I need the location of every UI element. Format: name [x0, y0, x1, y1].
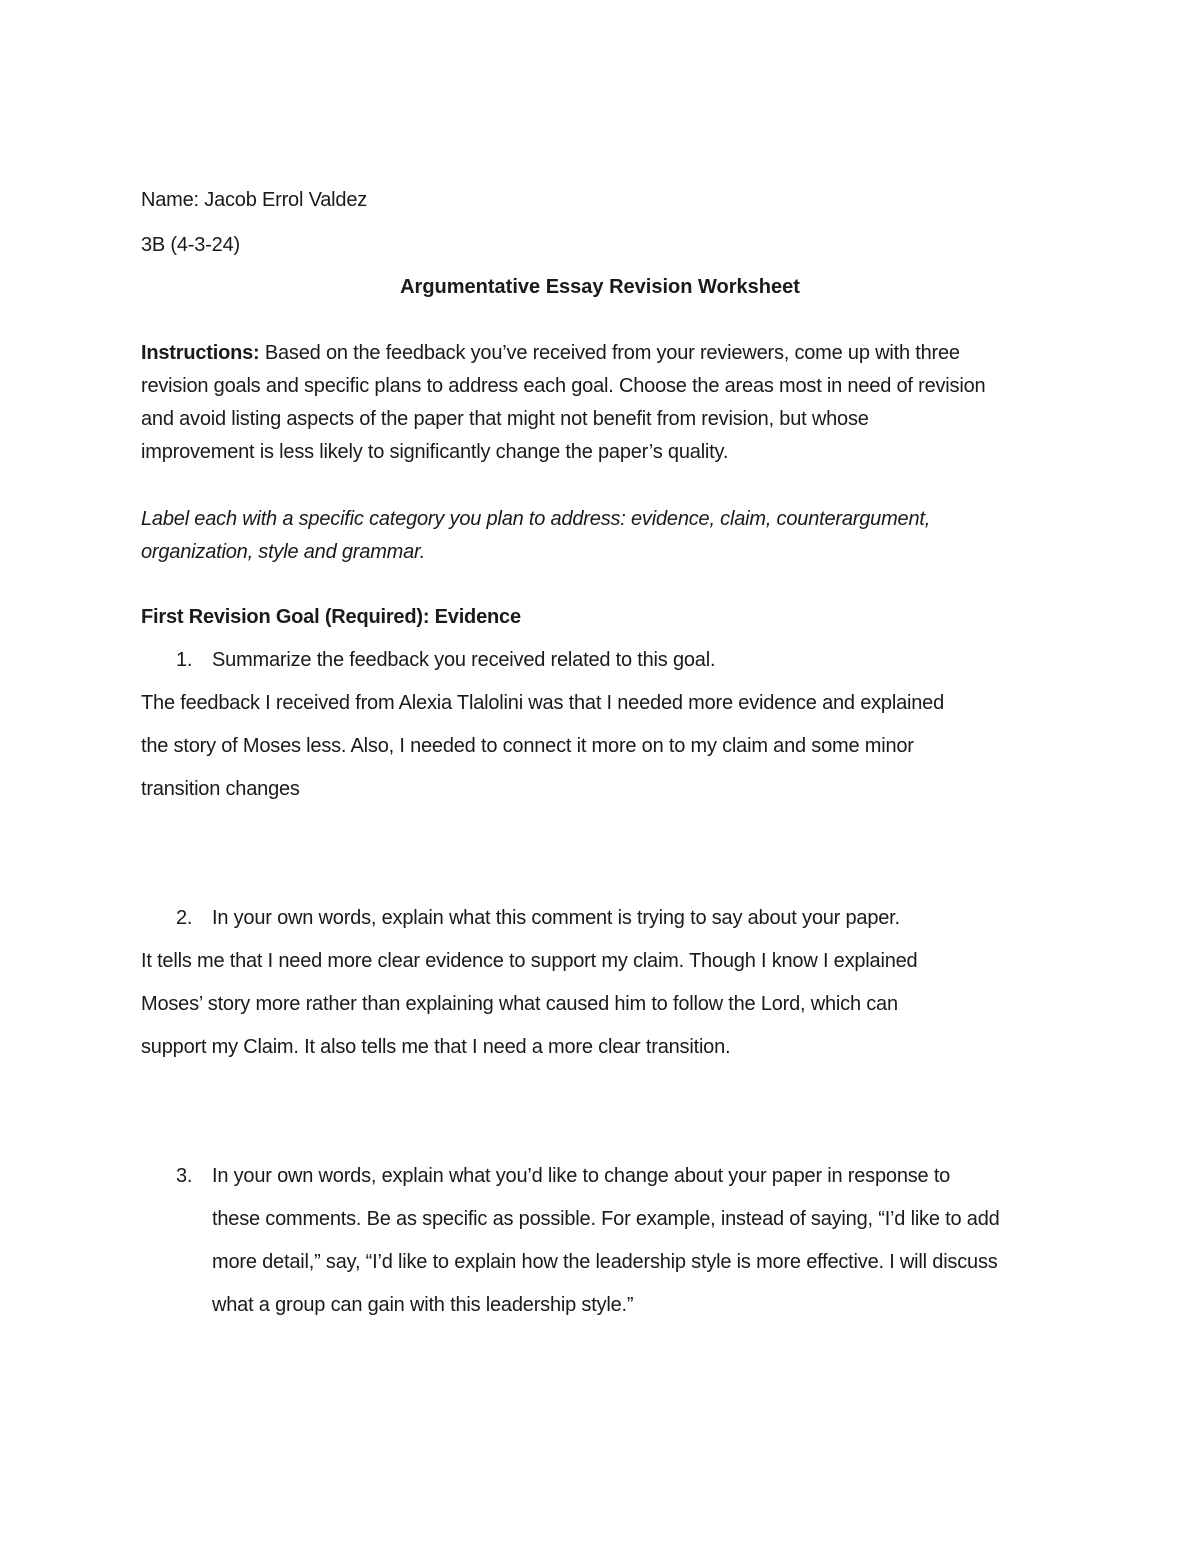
page-title: Argumentative Essay Revision Worksheet	[400, 276, 800, 298]
goal-heading: First Revision Goal (Required): Evidence	[141, 606, 521, 628]
question-number: 1.	[176, 649, 193, 671]
answer-1-line-1: The feedback I received from Alexia Tlalolini was that I needed more evidence and explained	[141, 692, 945, 714]
question-2	[176, 906, 900, 930]
question-3-line-2: these comments. Be as specific as possible. For example, instead of saying, “I’d like to add	[212, 1208, 1000, 1230]
answer-1-line-2: the story of Moses less. Also, I needed to connect it more on to my claim and some minor	[141, 735, 914, 757]
question-3-line-3: more detail,” say, “I’d like to explain how the leadership style is more effective. I will discuss	[212, 1251, 998, 1273]
answer-2-line-2: Moses’ story more rather than explaining what caused him to follow the Lord, which can	[141, 993, 898, 1015]
label-note-line-2: organization, style and grammar.	[141, 541, 426, 563]
question-3-line-4: what a group can gain with this leadership style.”	[212, 1294, 634, 1316]
answer-1-line-3: transition changes	[141, 778, 300, 800]
question-text: In your own words, explain what you’d like to change about your paper in response to	[212, 1165, 951, 1187]
question-text: In your own words, explain what this comment is trying to say about your paper.	[212, 907, 900, 929]
student-name: Name: Jacob Errol Valdez	[141, 189, 368, 211]
label-note-line-1: Label each with a specific category you plan to address: evidence, claim, counterargument,	[141, 508, 931, 530]
question-text: Summarize the feedback you received related to this goal.	[212, 649, 716, 671]
instructions-text-1: Based on the feedback you’ve received from your reviewers, come up with three	[259, 342, 960, 364]
question-number: 2.	[176, 907, 193, 929]
instructions-label: Instructions:	[141, 342, 260, 364]
question-number: 3.	[176, 1165, 193, 1187]
question-3	[176, 1164, 950, 1188]
instructions-line-4: improvement is less likely to significantly change the paper’s quality.	[141, 441, 729, 463]
instructions-line-2: revision goals and specific plans to address each goal. Choose the areas most in need of revision	[141, 375, 986, 397]
instructions-line-3: and avoid listing aspects of the paper that might not benefit from revision, but whose	[141, 408, 869, 430]
instructions-line-1	[141, 341, 960, 365]
answer-2-line-3: support my Claim. It also tells me that I need a more clear transition.	[141, 1036, 731, 1058]
answer-2-line-1: It tells me that I need more clear evidence to support my claim. Though I know I explained	[141, 950, 918, 972]
question-1	[176, 648, 715, 672]
class-date: 3B (4-3-24)	[141, 234, 240, 256]
